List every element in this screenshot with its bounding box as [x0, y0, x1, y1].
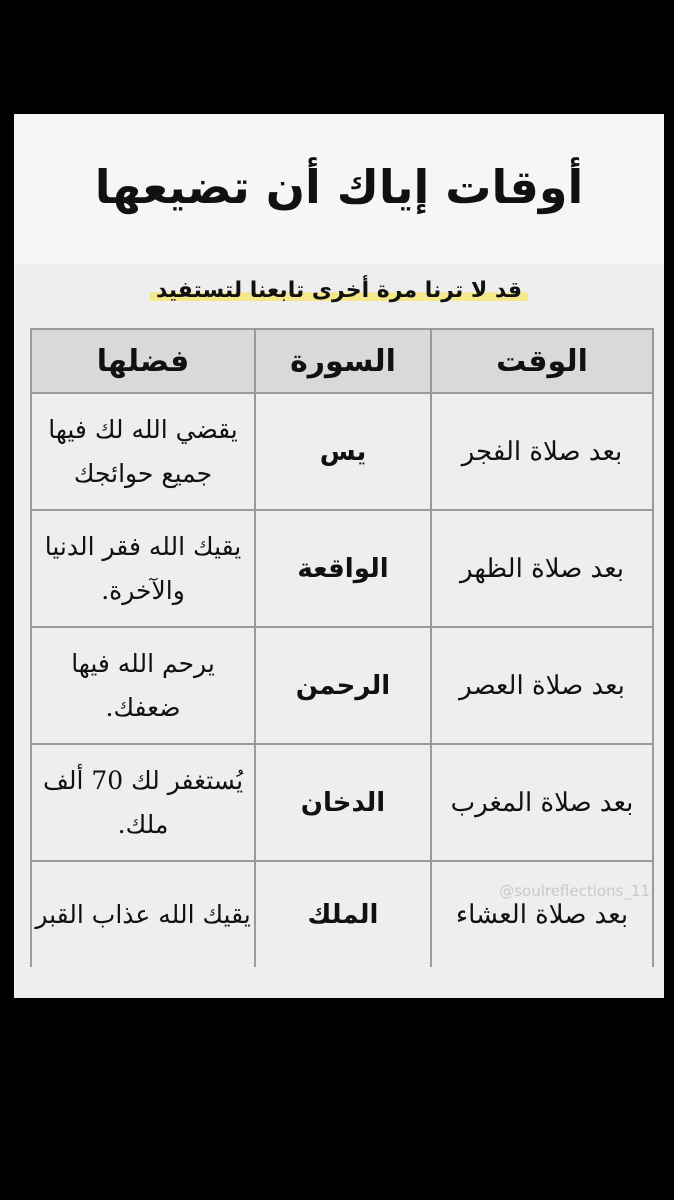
cell-time: بعد صلاة العشاء	[431, 861, 653, 967]
cell-virtue: يقيك الله عذاب القبر	[31, 861, 255, 967]
cell-time: بعد صلاة الفجر	[431, 393, 653, 510]
cell-surah: الملك	[255, 861, 431, 967]
column-header-surah: السورة	[255, 329, 431, 393]
cell-surah: الدخان	[255, 744, 431, 861]
column-header-time: الوقت	[431, 329, 653, 393]
cell-virtue: يقيك الله فقر الدنيا والآخرة.	[31, 510, 255, 627]
subtitle-text: قد لا ترنا مرة أخرى تابعنا لتستفيد	[150, 278, 528, 303]
column-header-virtue: فضلها	[31, 329, 255, 393]
table-header-row	[31, 329, 653, 393]
table-row	[31, 510, 653, 627]
cell-time: بعد صلاة المغرب	[431, 744, 653, 861]
cell-virtue: يقضي الله لك فيها جميع حوائجك	[31, 393, 255, 510]
cell-surah: الرحمن	[255, 627, 431, 744]
prayer-surah-table	[30, 328, 654, 967]
watermark: @soulreflections_11	[499, 882, 650, 900]
cell-virtue: يرحم الله فيها ضعفك.	[31, 627, 255, 744]
table-row	[31, 861, 653, 967]
subtitle	[14, 278, 664, 303]
cell-time: بعد صلاة الظهر	[431, 510, 653, 627]
cell-surah: يس	[255, 393, 431, 510]
infographic-card	[14, 114, 664, 998]
table-row	[31, 744, 653, 861]
page-title: أوقات إياك أن تضيعها	[94, 160, 584, 214]
title-header	[14, 114, 664, 264]
table-row	[31, 627, 653, 744]
table-row	[31, 393, 653, 510]
cell-virtue: يُستغفر لك 70 ألف ملك.	[31, 744, 255, 861]
cell-time: بعد صلاة العصر	[431, 627, 653, 744]
cell-surah: الواقعة	[255, 510, 431, 627]
